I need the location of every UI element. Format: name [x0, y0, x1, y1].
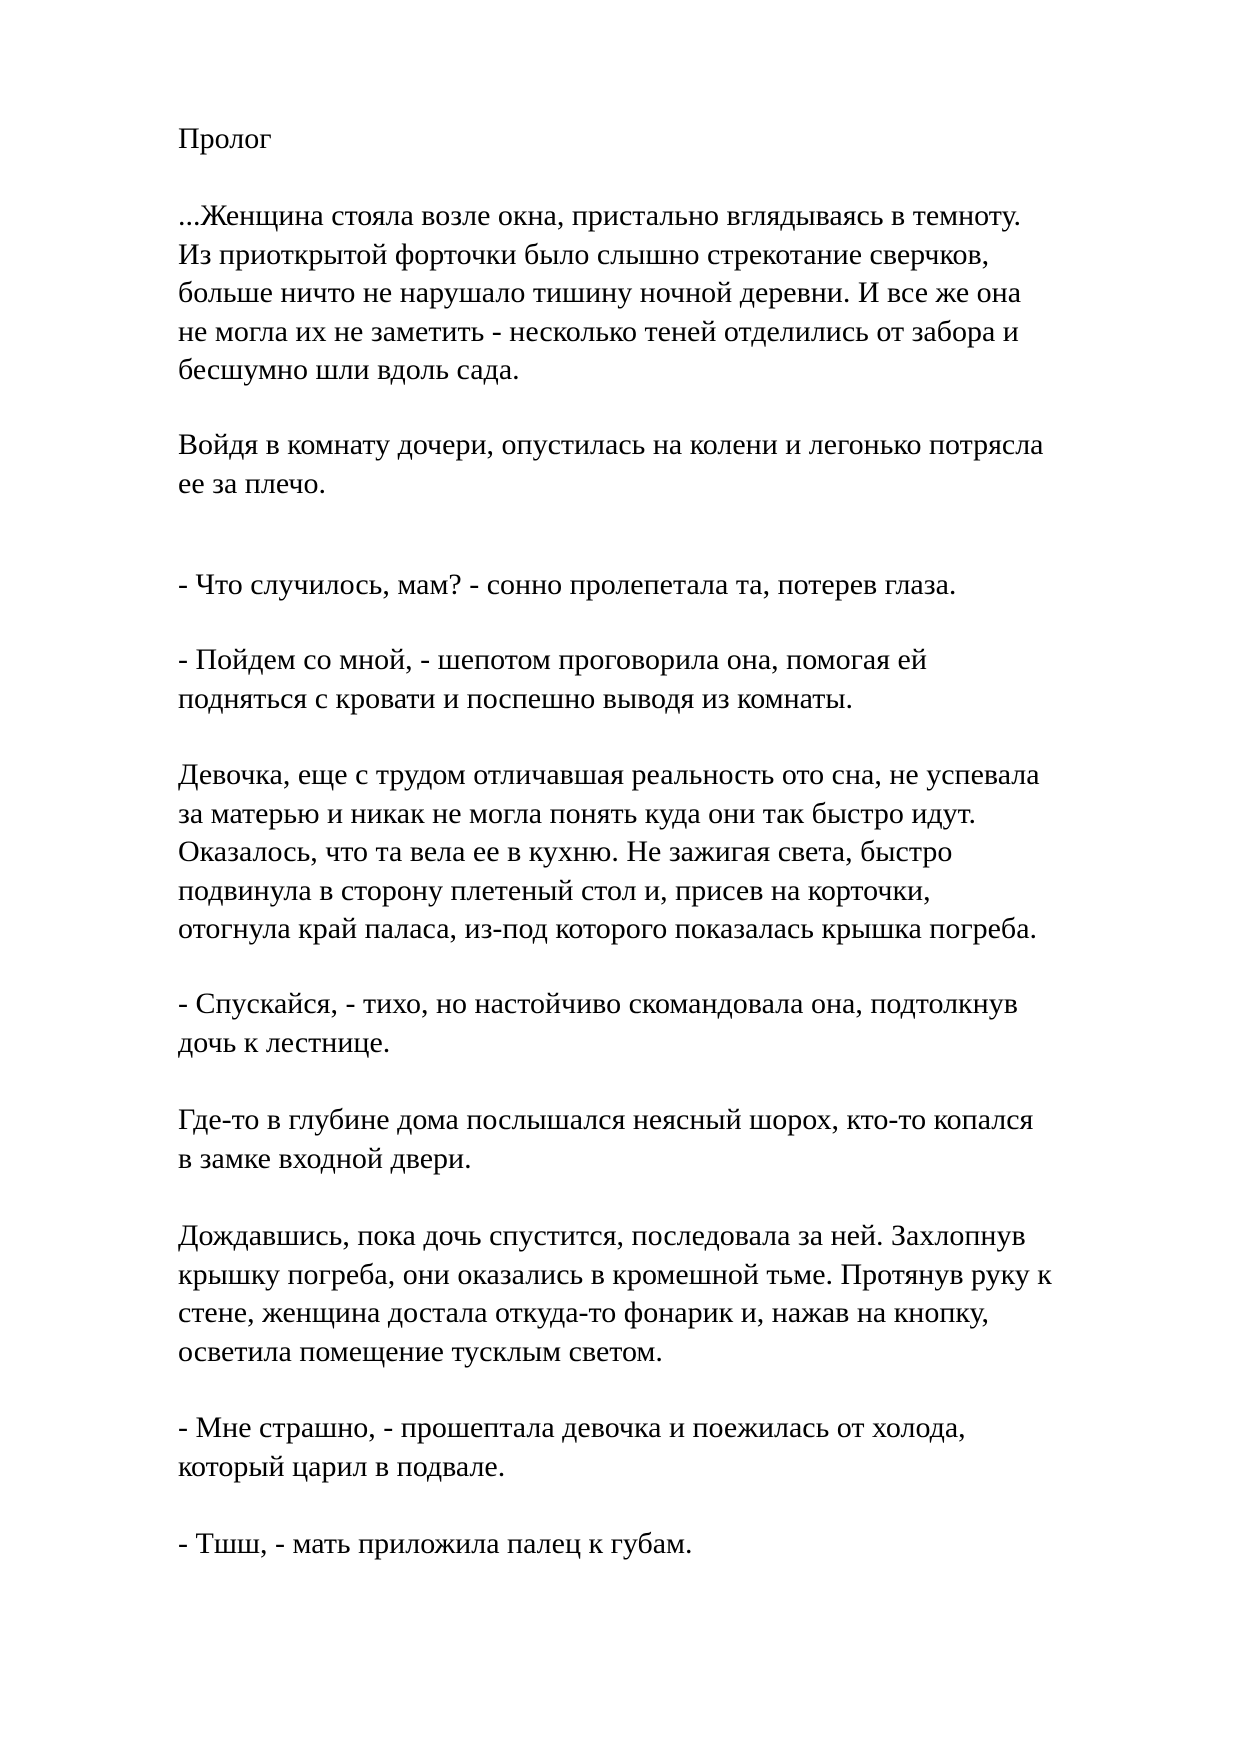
text-line: подняться с кровати и поспешно выводя из комнаты.: [178, 681, 853, 715]
paragraph: [178, 641, 927, 718]
text-line: - Спускайся, - тихо, но настойчиво скомандовала она, подтолкнув: [178, 987, 1018, 1020]
paragraph: [178, 566, 956, 605]
paragraph: [178, 1101, 1033, 1178]
paragraph: [178, 1409, 966, 1486]
paragraph: [178, 1217, 1052, 1371]
text-line: осветила помещение тусклым светом.: [178, 1334, 663, 1368]
text-line: дочь к лестнице.: [178, 1025, 391, 1059]
paragraph: [178, 426, 1043, 503]
text-line: за матерью и никак не могла понять куда они так быстро идут.: [178, 796, 977, 830]
text-line: Оказалось, что та вела ее в кухню. Не зажигая света, быстро: [178, 835, 953, 868]
chapter-title: Пролог: [178, 122, 272, 155]
paragraph: [178, 1525, 693, 1564]
text-line: который царил в подвале.: [178, 1449, 506, 1483]
text-line: стене, женщина достала откуда-то фонарик и, нажав на кнопку,: [178, 1296, 990, 1329]
text-line: крышку погреба, они оказались в кромешной тьме. Протянув руку к: [178, 1257, 1052, 1291]
paragraph: [178, 756, 1040, 949]
text-line: Девочка, еще с трудом отличавшая реальность ото сна, не успевала: [178, 758, 1040, 791]
text-line: - Мне страшно, - прошептала девочка и поежилась от холода,: [178, 1411, 966, 1444]
text-line: в замке входной двери.: [178, 1141, 472, 1175]
paragraph: [178, 985, 1018, 1062]
text-line: Дождавшись, пока дочь спустится, последовала за ней. Захлопнув: [178, 1219, 1026, 1252]
text-line: - Что случилось, мам? - сонно пролепетала та, потерев глаза.: [178, 568, 957, 601]
paragraph: [178, 197, 1021, 390]
text-line: Из приоткрытой форточки было слышно стрекотание сверчков,: [178, 237, 990, 271]
text-line: Войдя в комнату дочери, опустилась на колени и легонько потрясла: [178, 428, 1044, 461]
text-line: - Тшш, - мать приложила палец к губам.: [178, 1527, 693, 1560]
text-line: Где-то в глубине дома послышался неясный шорох, кто-то копался: [178, 1103, 1034, 1136]
text-line: не могла их не заметить - несколько теней отделились от забора и: [178, 314, 1019, 348]
text-line: ...Женщина стояла возле окна, пристально вглядываясь в темноту.: [178, 199, 1021, 232]
text-line: больше ничто не нарушало тишину ночной деревни. И все же она: [178, 276, 1022, 309]
text-line: - Пойдем со мной, - шепотом проговорила она, помогая ей: [178, 643, 927, 676]
text-line: подвинула в сторону плетеный стол и, присев на корточки,: [178, 873, 931, 907]
text-line: бесшумно шли вдоль сада.: [178, 353, 520, 386]
text-line: ее за плечо.: [178, 466, 326, 500]
text-line: отогнула край паласа, из-под которого показалась крышка погреба.: [178, 912, 1038, 945]
